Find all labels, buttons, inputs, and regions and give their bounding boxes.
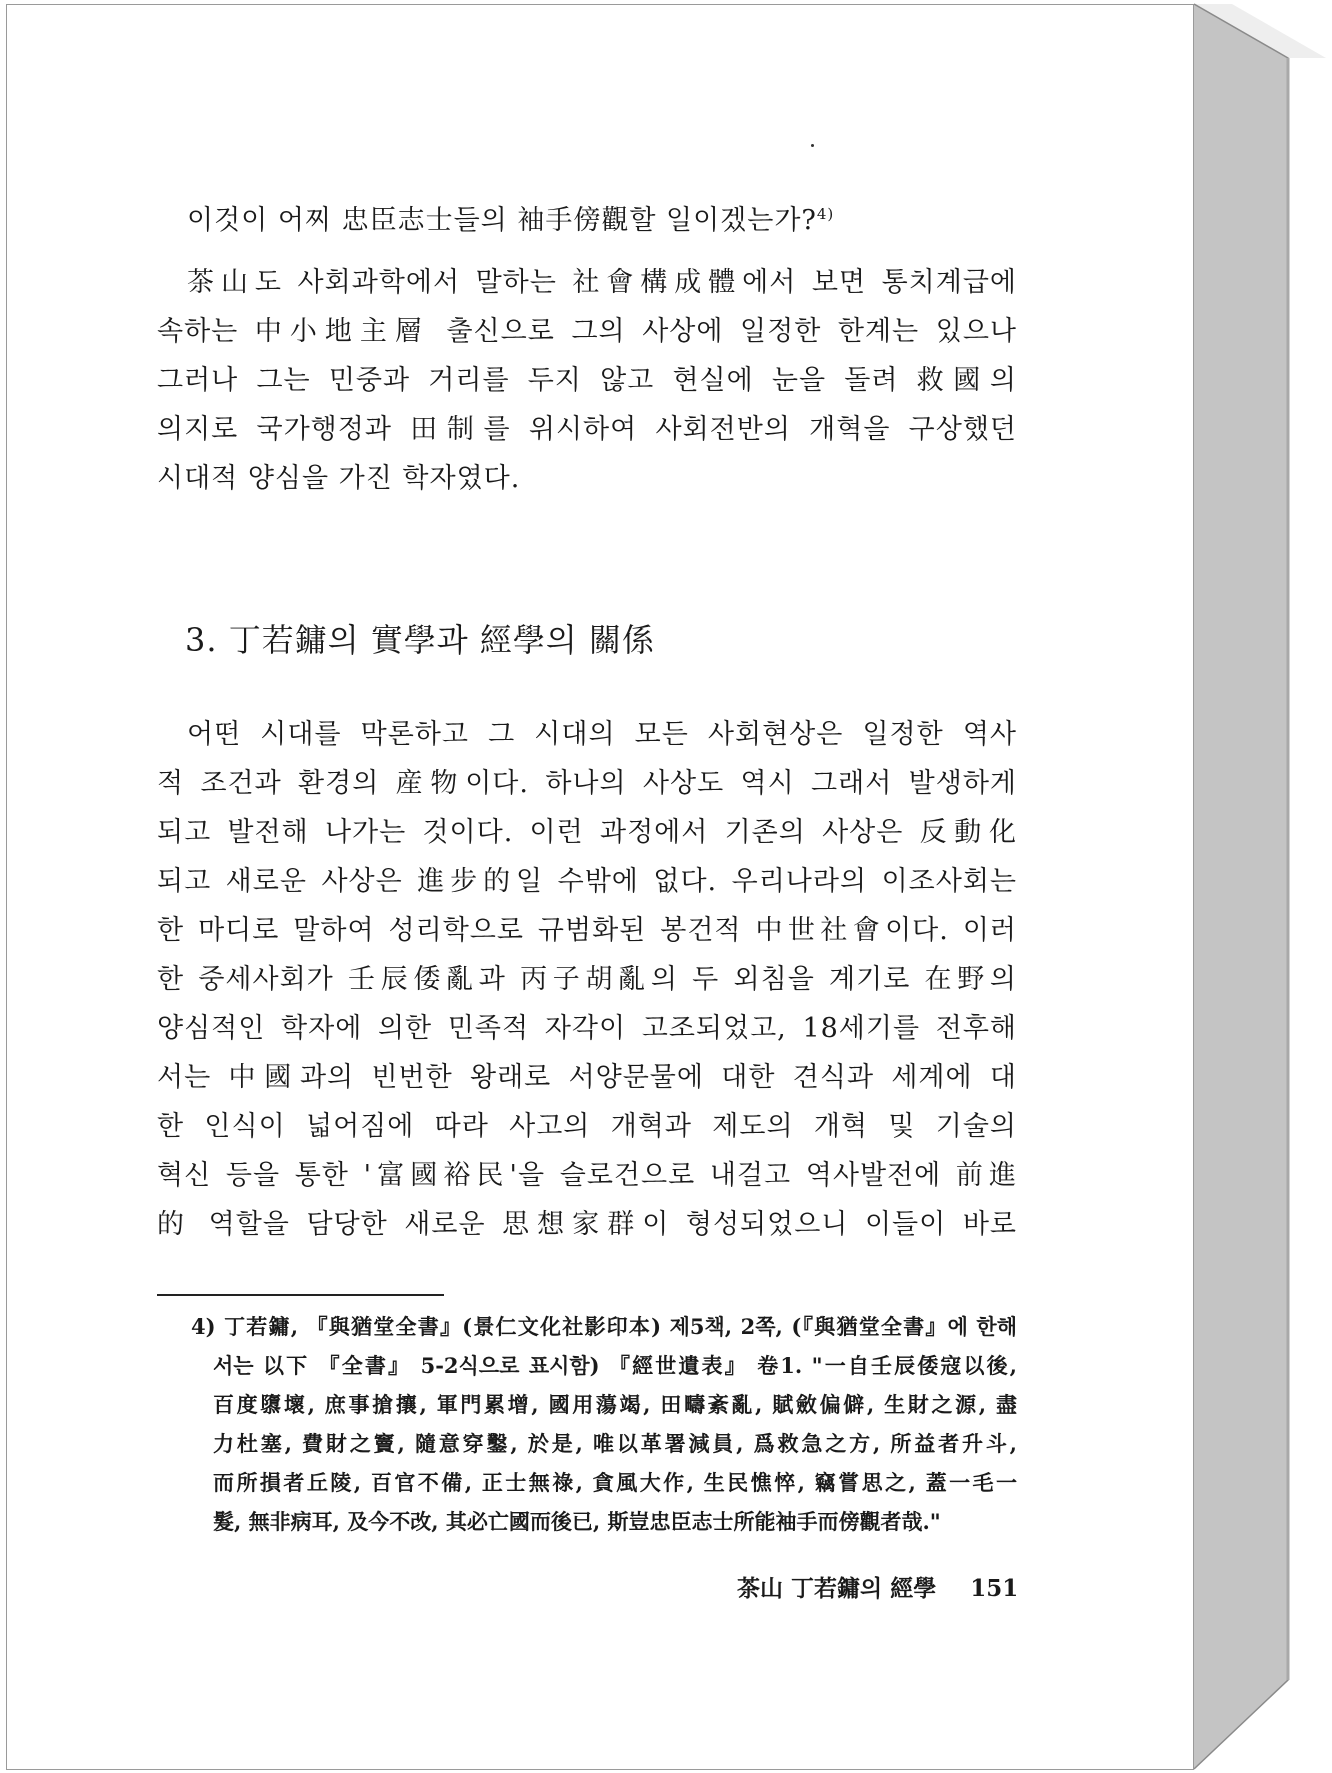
footnote-line: 而所損者丘陵, 百官不備, 正士無祿, 貪風大作, 生民憔悴, 竊嘗思之, 蓋一毛一 bbox=[213, 1470, 1017, 1495]
paragraph-line: 되고 발전해 나가는 것이다. 이런 과정에서 기존의 사상은 反動化 bbox=[157, 817, 1017, 848]
footnote-line: 4) 丁若鏞, 『與猶堂全書』(景仁文化社影印本) 제5책, 2쪽, (『與猶堂全書』에 한해 bbox=[191, 1314, 1017, 1339]
paragraph-top bbox=[157, 190, 1017, 239]
paragraph-line: 어떤 시대를 막론하고 그 시대의 모든 사회현상은 일정한 역사 bbox=[187, 719, 1017, 750]
paragraph-line: 의지로 국가행정과 田制를 위시하여 사회전반의 개혁을 구상했던 bbox=[157, 414, 1017, 445]
book-edge-graphic bbox=[1194, 0, 1332, 1773]
paragraph-text: 이것이 어찌 忠臣志士들의 袖手傍觀할 일이겠는가? bbox=[187, 205, 817, 236]
paragraph-line: 茶山도 사회과학에서 말하는 社會構成體에서 보면 통치계급에 bbox=[187, 267, 1017, 298]
running-footer-title: 茶山 丁若鏞의 經學 bbox=[737, 1575, 937, 1602]
paragraph-line: 的 역할을 담당한 새로운 思想家群이 형성되었으니 이들이 바로 bbox=[157, 1209, 1017, 1240]
book-edge bbox=[1194, 0, 1332, 1773]
paragraph-line: 적 조건과 환경의 産物이다. 하나의 사상도 역시 그래서 발생하게 bbox=[157, 768, 1017, 799]
footnote-reference: 4) bbox=[816, 205, 835, 223]
paragraph-line: 속하는 中小地主層 출신으로 그의 사상에 일정한 한계는 있으나 bbox=[157, 316, 1017, 347]
paragraph-line: 한 중세사회가 壬辰倭亂과 丙子胡亂의 두 외침을 계기로 在野의 bbox=[157, 964, 1017, 995]
footnote-line: 百度隳壞, 庶事搶攘, 軍門累增, 國用蕩竭, 田疇紊亂, 賦斂偏僻, 生財之源, 盡 bbox=[213, 1392, 1017, 1417]
speck-mark bbox=[811, 144, 814, 147]
paragraph-3 bbox=[157, 710, 1017, 1249]
paragraph-line: 시대적 양심을 가진 학자였다. bbox=[157, 463, 521, 494]
footnote-4 bbox=[191, 1307, 1017, 1541]
paragraph-line: 그러나 그는 민중과 거리를 두지 않고 현실에 눈을 돌려 救國의 bbox=[157, 365, 1017, 396]
footnote-line: 力杜塞, 費財之竇, 隨意穿鑿, 於是, 唯以革署減員, 爲救急之方, 所益者升斗, bbox=[213, 1431, 1017, 1456]
page-number: 151 bbox=[970, 1575, 1019, 1602]
footnote-line: 髮, 無非病耳, 及今不改, 其必亡國而後已, 斯豈忠臣志士所能袖手而傍觀者哉." bbox=[213, 1509, 941, 1534]
section-heading: 3. 丁若鏞의 實學과 經學의 關係 bbox=[185, 621, 655, 659]
paragraph-line: 되고 새로운 사상은 進步的일 수밖에 없다. 우리나라의 이조사회는 bbox=[157, 866, 1017, 897]
paragraph-line bbox=[157, 190, 1017, 239]
paragraph-line: 한 인식이 넓어짐에 따라 사고의 개혁과 제도의 개혁 및 기술의 bbox=[157, 1111, 1017, 1142]
paragraph-line: 양심적인 학자에 의한 민족적 자각이 고조되었고, 18세기를 전후해 bbox=[157, 1013, 1017, 1044]
footnote-line: 서는 以下 『全書』 5-2식으로 표시함) 『經世遺表』 卷1. "一自壬辰倭寇以後, bbox=[213, 1353, 1017, 1378]
paragraph-line: 한 마디로 말하여 성리학으로 규범화된 봉건적 中世社會이다. 이러 bbox=[157, 915, 1017, 946]
running-footer bbox=[737, 1570, 1019, 1603]
book-page bbox=[6, 4, 1194, 1770]
paragraph-line: 서는 中國과의 빈번한 왕래로 서양문물에 대한 견식과 세계에 대 bbox=[157, 1062, 1017, 1093]
paragraph-line: 혁신 등을 통한 '富國裕民'을 슬로건으로 내걸고 역사발전에 前進 bbox=[157, 1160, 1017, 1191]
paragraph-2 bbox=[157, 258, 1017, 503]
book-edge-front bbox=[1194, 4, 1288, 1769]
footnote-divider bbox=[157, 1294, 444, 1296]
